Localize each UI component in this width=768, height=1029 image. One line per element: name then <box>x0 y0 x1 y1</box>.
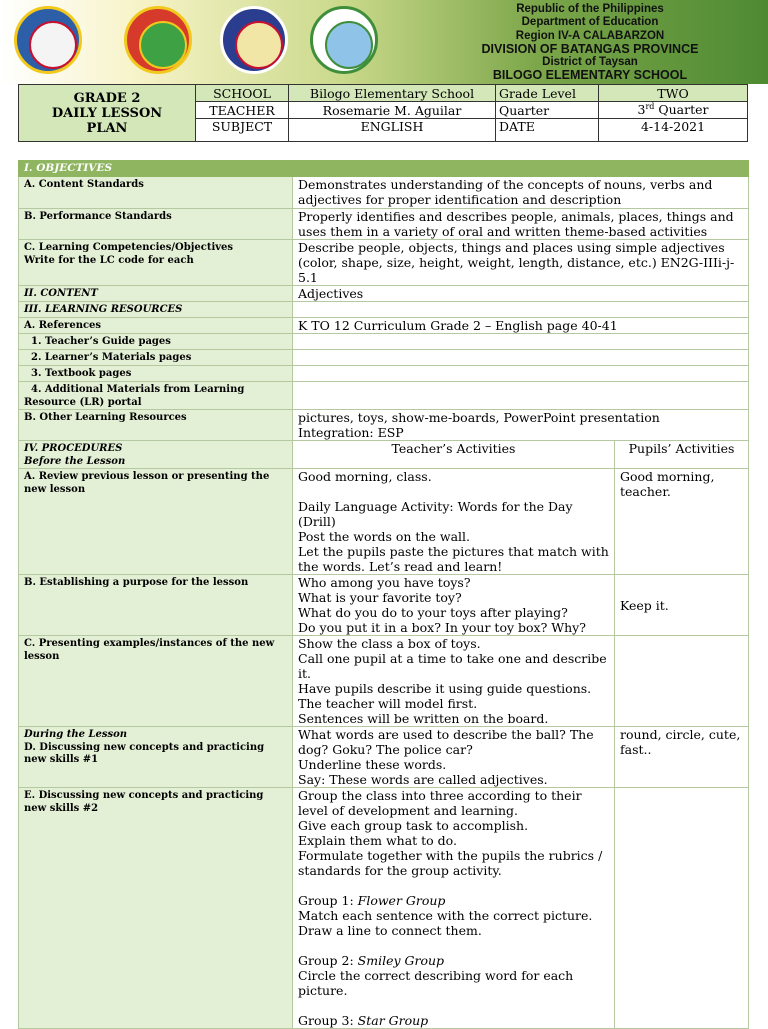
activity-line: Post the words on the wall. <box>298 529 470 544</box>
activity-line: Circle the correct describing word for each picture. <box>298 968 574 998</box>
activity-line: Have pupils describe it using guide questions. <box>298 681 592 696</box>
activity-line: Group the class into three according to their level of development and learning. <box>298 788 582 818</box>
learning-resources-blank <box>293 302 749 318</box>
activity-line: Let the pupils paste the pictures that match with the words. Let’s read and learn! <box>298 544 609 574</box>
other-resources-value <box>293 410 749 441</box>
activity-line: Who among you have toys? <box>298 575 471 590</box>
other-resources-line: pictures, toys, show-me-boards, PowerPoint presentation <box>298 410 660 425</box>
header-banner <box>0 0 768 84</box>
textbook-pages-value <box>293 366 749 382</box>
quarter-label: Quarter <box>496 102 599 119</box>
school-label: SCHOOL <box>196 85 289 102</box>
learners-materials-label: 2. Learner’s Materials pages <box>19 350 293 366</box>
teacher-activities-header: Teacher’s Activities <box>293 441 615 469</box>
quarter-word: Quarter <box>654 102 709 118</box>
learning-resources-heading: III. LEARNING RESOURCES <box>19 302 293 318</box>
discussing-skills-1-pupils: round, circle, cute, fast.. <box>615 727 749 788</box>
content-value: Adjectives <box>293 286 749 302</box>
quarter-number: 3 <box>637 102 646 118</box>
group-name: Star Group <box>357 1013 429 1028</box>
content-standards-value: Demonstrates understanding of the concepts of nouns, verbs and adjectives for proper identification and description <box>293 177 749 209</box>
establishing-purpose-pupils: Keep it. <box>615 575 749 636</box>
deped-seal-icon <box>14 6 82 74</box>
group-prefix: Group 3: <box>298 1013 358 1028</box>
teacher-value: Rosemarie M. Aguilar <box>289 102 496 119</box>
competencies-value: Describe people, objects, things and places using simple adjectives (color, shape, size, height, weight, length, distance, etc.) EN2G-IIIi-j-5.1 <box>293 240 749 286</box>
header-line: DIVISION OF BATANGAS PROVINCE <box>481 41 699 56</box>
competencies-label-line: Write for the LC code for each <box>24 254 194 266</box>
group-name: Flower Group <box>357 893 446 908</box>
group-prefix: Group 1: <box>298 893 358 908</box>
performance-standards-label: B. Performance Standards <box>19 209 293 240</box>
presenting-examples-pupils <box>615 636 749 727</box>
grade-title-line: GRADE 2 <box>73 90 141 106</box>
quarter-value <box>599 102 748 119</box>
activity-line: Match each sentence with the correct picture. <box>298 908 593 923</box>
activity-line: Draw a line to connect them. <box>298 923 482 938</box>
activity-line: Show the class a box of toys. <box>298 636 481 651</box>
taysan-district-seal-icon <box>220 6 288 74</box>
header-line: Republic of the Philippines <box>516 3 664 15</box>
batangas-division-seal-icon <box>124 6 192 74</box>
textbook-pages-label: 3. Textbook pages <box>19 366 293 382</box>
procedures-title: IV. PROCEDURES <box>24 443 123 454</box>
additional-materials-label-line: Resource (LR) portal <box>24 396 142 408</box>
grade-level-value: TWO <box>599 85 748 102</box>
activity-line: The teacher will model first. <box>298 696 478 711</box>
other-resources-line: Integration: ESP <box>298 425 404 440</box>
before-lesson-label: Before the Lesson <box>24 455 126 467</box>
activity-line: Sentences will be written on the board. <box>298 711 549 726</box>
activity-line: Do you put it in a box? In your toy box? Why? <box>298 620 586 635</box>
additional-materials-label <box>19 382 293 410</box>
objectives-heading: I. OBJECTIVES <box>19 161 749 177</box>
procedures-heading <box>19 441 293 469</box>
presenting-examples-label: C. Presenting examples/instances of the new lesson <box>19 636 293 727</box>
activity-line: Underline these words. <box>298 757 447 772</box>
learners-materials-value <box>293 350 749 366</box>
discussing-skills-2-label: E. Discussing new concepts and practicing new skills #2 <box>19 788 293 1029</box>
competencies-label-line: C. Learning Competencies/Objectives <box>24 242 234 253</box>
grade-level-label: Grade Level <box>496 85 599 102</box>
review-lesson-teacher <box>293 469 615 575</box>
review-lesson-label: A. Review previous lesson or presenting the new lesson <box>19 469 293 575</box>
additional-materials-label-line: 4. Additional Materials from Learning <box>31 384 245 395</box>
group-prefix: Group 2: <box>298 953 358 968</box>
grade-title-line: PLAN <box>86 120 128 136</box>
activity-line: What do you do to your toys after playing? <box>298 605 568 620</box>
establishing-purpose-label: B. Establishing a purpose for the lesson <box>19 575 293 636</box>
activity-line: Say: These words are called adjectives. <box>298 772 548 787</box>
subject-label: SUBJECT <box>196 119 289 142</box>
subject-value: ENGLISH <box>289 119 496 142</box>
header-line: Region IV-A CALABARZON <box>515 29 665 42</box>
discussing-skills-1-text: D. Discussing new concepts and practicing new skills #1 <box>24 741 265 765</box>
grade-title-line: DAILY LESSON <box>51 105 163 121</box>
activity-line: What is your favorite toy? <box>298 590 462 605</box>
lesson-info-table <box>18 84 748 142</box>
discussing-skills-1-teacher <box>293 727 615 788</box>
activity-line: Good morning, class. <box>298 469 432 484</box>
references-label: A. References <box>19 318 293 334</box>
other-resources-label: B. Other Learning Resources <box>19 410 293 441</box>
header-text <box>420 3 760 83</box>
teachers-guide-value <box>293 334 749 350</box>
date-label: DATE <box>496 119 599 142</box>
activity-line: What words are used to describe the ball? The dog? Goku? The police car? <box>298 727 594 757</box>
pupils-activities-header: Pupils’ Activities <box>615 441 749 469</box>
quarter-suffix: rd <box>645 102 655 112</box>
group-name: Smiley Group <box>357 953 445 968</box>
header-line: Department of Education <box>521 16 659 29</box>
grade-title <box>19 85 196 142</box>
activity-line: Give each group task to accomplish. <box>298 818 529 833</box>
header-line: BILOGO ELEMENTARY SCHOOL <box>492 68 688 83</box>
presenting-examples-teacher <box>293 636 615 727</box>
content-label: II. CONTENT <box>19 286 293 302</box>
performance-standards-value: Properly identifies and describes people, animals, places, things and uses them in a variety of oral and written theme-based activities <box>293 209 749 240</box>
review-lesson-pupils: Good morning, teacher. <box>615 469 749 575</box>
date-value: 4-14-2021 <box>599 119 748 142</box>
lesson-plan-table <box>18 160 749 1029</box>
teachers-guide-label: 1. Teacher’s Guide pages <box>19 334 293 350</box>
school-value: Bilogo Elementary School <box>289 85 496 102</box>
header-line: District of Taysan <box>542 56 638 69</box>
activity-line: Explain them what to do. <box>298 833 457 848</box>
establishing-purpose-teacher <box>293 575 615 636</box>
additional-materials-value <box>293 382 749 410</box>
activity-line: Formulate together with the pupils the rubrics / standards for the group activity. <box>298 848 603 878</box>
teacher-label: TEACHER <box>196 102 289 119</box>
activity-line: Call one pupil at a time to take one and describe it. <box>298 651 607 681</box>
bilogo-school-seal-icon <box>310 6 378 74</box>
discussing-skills-2-teacher <box>293 788 615 1029</box>
activity-line: Daily Language Activity: Words for the Day (Drill) <box>298 499 573 529</box>
competencies-label <box>19 240 293 286</box>
discussing-skills-2-pupils <box>615 788 749 1029</box>
discussing-skills-1-label <box>19 727 293 788</box>
during-lesson-label: During the Lesson <box>24 729 128 740</box>
content-standards-label: A. Content Standards <box>19 177 293 209</box>
references-value: K TO 12 Curriculum Grade 2 – English page 40-41 <box>293 318 749 334</box>
